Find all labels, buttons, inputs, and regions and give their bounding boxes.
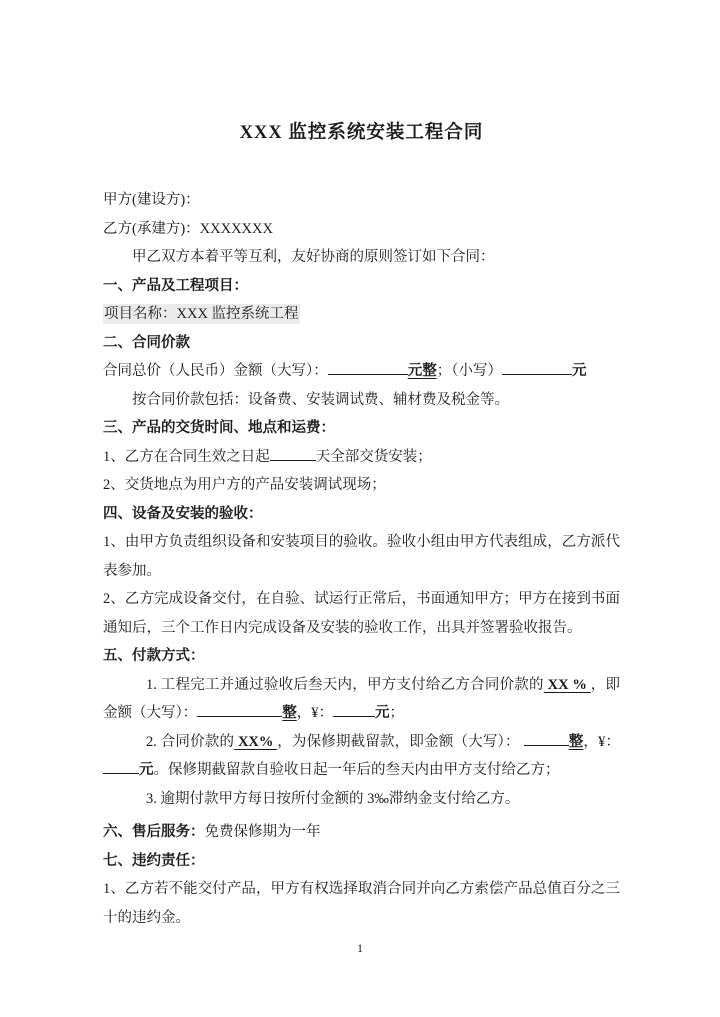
paragraph (103, 357, 620, 386)
text-run: 四、设备及安装的验收： (103, 505, 263, 522)
text-run: 六、售后服务： (103, 824, 205, 840)
text-run: ，为保修期截留款，即金额（大写）： (277, 733, 524, 750)
paragraph (103, 671, 620, 728)
text-run: 项目名称：XXX 监控系统工程 (104, 306, 299, 322)
paragraph (103, 585, 620, 642)
text-run: 乙方(承建方)：XXXXXXX (103, 220, 273, 237)
blank-underline (270, 446, 316, 461)
section-heading (103, 500, 620, 529)
text-run: 1. 工程完工并通过验收后叁天内，甲方支付给乙方合同价款的 (146, 676, 544, 693)
text-run: 按合同价款包括：设备费、安装调试费、辅材费及税金等。 (132, 391, 509, 408)
text-run: 五、付款方式： (103, 648, 205, 664)
text-run: 2. 合同价款的 (146, 733, 235, 750)
text-run: 1、由甲方负责组织设备和安装项目的验收。验收小组由甲方代表组成，乙方派代表参加。 (103, 534, 620, 579)
section-heading (103, 818, 620, 847)
text-run: 2、乙方完成设备交付，在自验、试运行正常后，书面通知甲方；甲方在接到书面通知后，三个工作日内完成设备及安装的验收工作，出具并签署验收报告。 (103, 591, 620, 636)
paragraph (103, 785, 620, 814)
text-run: 整 (282, 705, 297, 721)
text-run: 甲方(建设方)： (103, 192, 200, 208)
text-run: 一、产品及工程项目： (103, 277, 248, 294)
text-run: 合同总价（人民币）金额（大写）： (103, 363, 328, 379)
page-number: 1 (357, 941, 363, 955)
text-run: ，¥： (583, 733, 621, 750)
text-run: 2、交货地点为用户方的产品安装调试现场； (103, 477, 386, 493)
text-run: 元整 (407, 363, 437, 379)
section-heading (103, 414, 620, 443)
text-run: 整 (568, 733, 584, 750)
text-run: 三、产品的交货时间、地点和运费： (103, 420, 335, 436)
blank-underline (333, 702, 375, 717)
paragraph (103, 875, 620, 932)
text-run: 甲乙双方本着平等互利，友好协商的原则签订如下合同： (132, 249, 495, 265)
document-title: XXX 监控系统安装工程合同 (239, 123, 484, 143)
text-run: 。保修期截留款自验收日起一年后的叁天内由甲方支付给乙方； (153, 762, 560, 778)
text-run: XX % (543, 676, 591, 693)
text-run: ；（小写） (436, 363, 502, 379)
text-run: 1、乙方在合同生效之日起 (103, 448, 270, 465)
text-run: 免费保修期为一年 (204, 824, 321, 840)
paragraph (103, 528, 620, 585)
text-run: 元 (572, 363, 587, 379)
blank-underline (197, 702, 282, 717)
paragraph (103, 243, 620, 272)
text-run: ，即金额（大写）： (103, 676, 620, 721)
paragraph (103, 215, 620, 244)
text-run: ，¥： (296, 705, 333, 721)
blank-underline (103, 759, 139, 774)
section-heading (103, 272, 620, 301)
blank-underline (502, 360, 572, 375)
text-run: 二、合同价款 (103, 334, 190, 351)
text-run: XX% (234, 733, 278, 750)
paragraph (103, 300, 620, 329)
paragraph (103, 386, 620, 415)
text-run: 元 (375, 705, 390, 721)
blank-underline (524, 731, 569, 746)
section-heading (103, 847, 620, 876)
section-heading (103, 329, 620, 358)
text-run: 1、乙方若不能交付产品，甲方有权选择取消合同并向乙方索偿产品总值百分之三十的违约金。 (103, 881, 620, 926)
paragraph (103, 443, 620, 472)
document-body (103, 186, 620, 932)
text-run: 3. 逾期付款甲方每日按所付金额的 3‰滞纳金支付给乙方。 (146, 790, 520, 807)
paragraph (103, 728, 620, 785)
text-run: 天全部交货安装； (315, 448, 432, 465)
text-run: 七、违约责任： (103, 852, 205, 869)
highlighted-text (103, 304, 300, 324)
blank-underline (328, 360, 408, 375)
text-run: ； (389, 705, 404, 721)
paragraph (103, 186, 620, 215)
text-run: 元 (139, 762, 154, 778)
section-heading (103, 642, 620, 671)
paragraph (103, 471, 620, 500)
